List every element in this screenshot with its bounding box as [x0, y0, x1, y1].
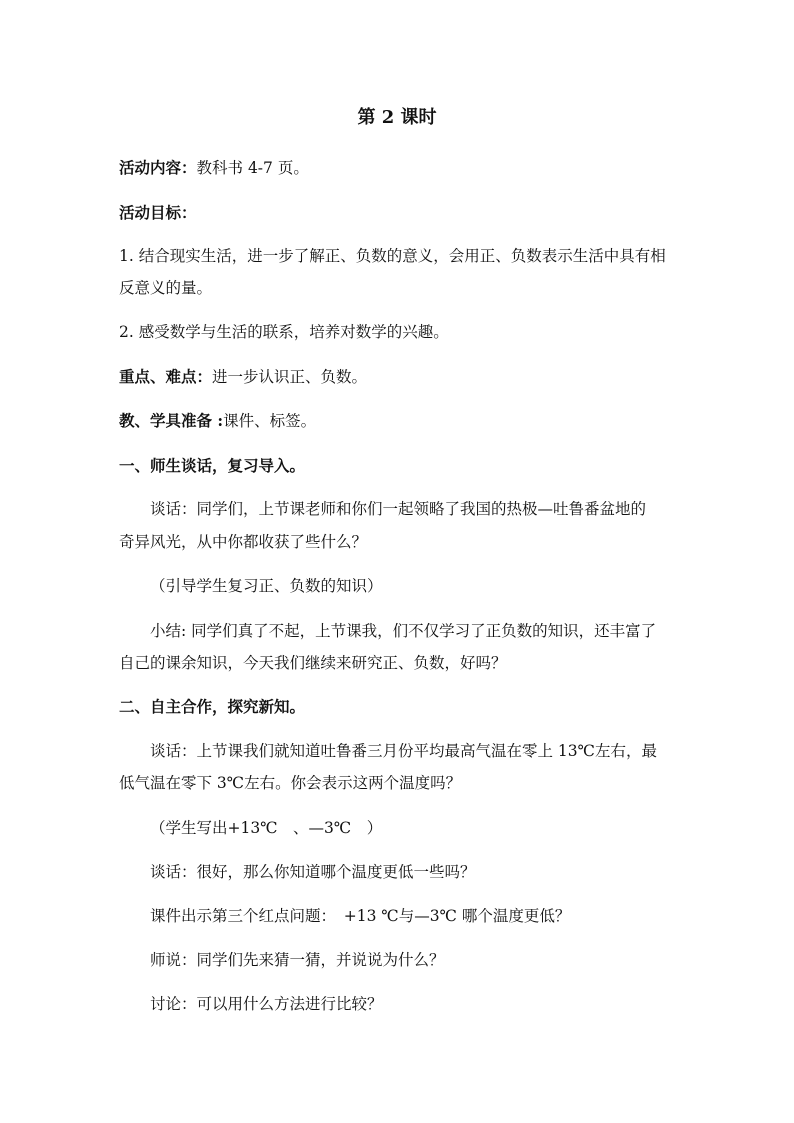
section-2-heading: 二、自主合作，探究新知。	[119, 697, 306, 716]
goal-1-line-1: 1. 结合现实生活，进一步了解正、负数的意义，会用正、负数表示生活中具有相	[119, 247, 666, 265]
section-1-talk-line-2: 奇异风光，从中你都收获了些什么？	[119, 533, 368, 551]
key-points-text: 进一步认识正、负数。	[212, 368, 368, 386]
key-points-label: 重点、难点：	[119, 367, 213, 386]
section-1-summary-line-1: 小结: 同学们真了不起，上节课我，们不仅学习了正负数的知识，还丰富了	[150, 622, 657, 640]
page-title: 第 2 课时	[357, 107, 437, 128]
section-2-student-write: （学生写出+13℃ 、—3℃ ）	[150, 819, 383, 837]
section-1-guide: （引导学生复习正、负数的知识）	[150, 577, 383, 595]
section-2-talk-2: 谈话：很好，那么你知道哪个温度更低一些吗？	[150, 863, 476, 881]
section-2-talk-line-2: 低气温在零下 3℃左右。你会表示这两个温度吗？	[119, 774, 462, 792]
section-1-talk-line-1: 谈话：同学们，上节课老师和你们一起领略了我国的热极—吐鲁番盆地的	[150, 500, 647, 518]
preparation-text: 课件、标签。	[223, 412, 317, 430]
activity-content-line	[119, 157, 309, 179]
section-2-teacher: 师说：同学们先来猜一猜，并说说为什么？	[150, 951, 445, 969]
activity-content-label: 活动内容：	[119, 158, 197, 177]
preparation-line	[119, 410, 316, 432]
goal-2-line: 2. 感受数学与生活的联系，培养对数学的兴趣。	[119, 323, 449, 341]
goal-1-line-2: 反意义的量。	[119, 279, 213, 297]
activity-goals-line	[119, 202, 197, 224]
section-2-discuss: 讨论：可以用什么方法进行比较？	[150, 995, 383, 1013]
key-points-line	[119, 366, 367, 388]
activity-content-text: 教科书 4-7 页。	[196, 159, 309, 177]
section-2-courseware: 课件出示第三个红点问题： +13 ℃与—3℃ 哪个温度更低？	[150, 907, 571, 925]
section-2-talk-line-1: 谈话：上节课我们就知道吐鲁番三月份平均最高气温在零上 13℃左右，最	[150, 742, 657, 760]
section-1-summary-line-2: 自己的课余知识，今天我们继续来研究正、负数，好吗？	[119, 654, 507, 672]
preparation-label: 教、学具准备 :	[119, 411, 224, 430]
section-1-heading: 一、师生谈话，复习导入。	[119, 456, 306, 475]
activity-goals-label: 活动目标：	[119, 203, 197, 222]
